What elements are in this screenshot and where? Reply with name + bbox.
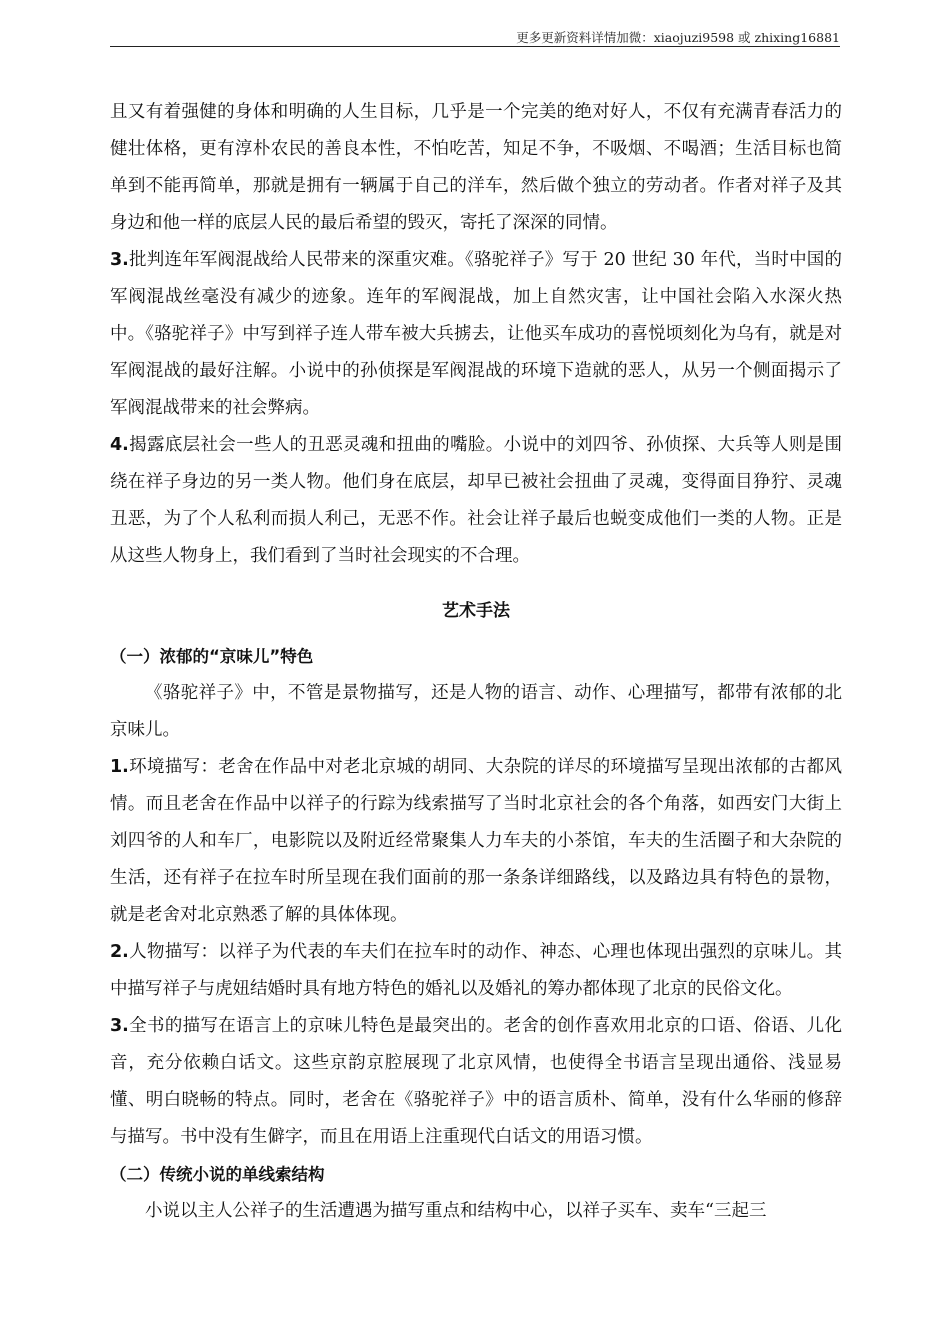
paragraph-text: 全书的描写在语言上的京味儿特色是最突出的。老舍的创作喜欢用北京的口语、俗语、儿化音，充分依赖白话文。这些京韵京腔展现了北京风情，也使得全书语言呈现出通俗、浅显易懂、明白晓畅的特点。同时，老舍在《骆驼祥子》中的语言质朴、简单，没有什么华丽的修辞与描写。书中没有生僻字，而且在用语上注重现代白话文的用语习惯。 bbox=[110, 1016, 842, 1147]
item-number: 2. bbox=[110, 942, 129, 962]
page-header bbox=[110, 26, 840, 47]
item-number: 3. bbox=[110, 1016, 129, 1036]
paragraph-item-1 bbox=[110, 749, 842, 934]
paragraph-item-2 bbox=[110, 934, 842, 1008]
point-number: 4. bbox=[110, 435, 129, 455]
subsection-intro-2: 小说以主人公祥子的生活遭遇为描写重点和结构中心，以祥子买车、卖车“三起三 bbox=[145, 1201, 767, 1221]
subsection-title-1: （一）浓郁的“京味儿”特色 bbox=[110, 647, 314, 666]
subsection-intro-1: 《骆驼祥子》中，不管是景物描写，还是人物的语言、动作、心理描写，都带有浓郁的北京味儿。 bbox=[110, 683, 842, 740]
paragraph-text: 揭露底层社会一些人的丑恶灵魂和扭曲的嘴脸。小说中的刘四爷、孙侦探、大兵等人则是围绕在祥子身边的另一类人物。他们身在底层，却早已被社会扭曲了灵魂，变得面目狰狞、灵魂丑恶，为了个人私利而损人利己，无恶不作。社会让祥子最后也蜕变成他们一类的人物。正是从这些人物身上，我们看到了当时社会现实的不合理。 bbox=[110, 435, 842, 566]
item-number: 1. bbox=[110, 757, 129, 777]
paragraph-text: 环境描写：老舍在作品中对老北京城的胡同、大杂院的详尽的环境描写呈现出浓郁的古都风情。而且老舍在作品中以祥子的行踪为线索描写了当时北京社会的各个角落，如西安门大街上刘四爷的人和车厂，电影院以及附近经常聚集人力车夫的小茶馆，车夫的生活圈子和大杂院的生活，还有祥子在拉车时所呈现在我们面前的那一条条详细路线，以及路边具有特色的景物，就是老舍对北京熟悉了解的具体体现。 bbox=[110, 757, 842, 925]
paragraph-continued bbox=[110, 94, 842, 242]
paragraph-text: 人物描写：以祥子为代表的车夫们在拉车时的动作、神态、心理也体现出强烈的京味儿。其中描写祥子与虎妞结婚时具有地方特色的婚礼以及婚礼的筹办都体现了北京的民俗文化。 bbox=[110, 942, 842, 999]
paragraph-text: 且又有着强健的身体和明确的人生目标，几乎是一个完美的绝对好人，不仅有充满青春活力的健壮体格，更有淳朴农民的善良本性，不怕吃苦，知足不争，不吸烟、不喝酒；生活目标也简单到不能再简单，那就是拥有一辆属于自己的洋车，然后做个独立的劳动者。作者对祥子及其身边和他一样的底层人民的最后希望的毁灭，寄托了深深的同情。 bbox=[110, 102, 842, 233]
document-body bbox=[110, 94, 842, 1230]
paragraph-point-4 bbox=[110, 427, 842, 575]
header-contact-text: 更多更新资料详情加微：xiaojuzi9598 或 zhixing16881 bbox=[516, 30, 840, 45]
point-number: 3. bbox=[110, 250, 129, 270]
paragraph-text: 批判连年军阀混战给人民带来的深重灾难。《骆驼祥子》写于 20 世纪 30 年代，当时中国的军阀混战丝毫没有减少的迹象。连年的军阀混战，加上自然灾害，让中国社会陷入水深火热中。《骆驼祥子》中写到祥子连人带车被大兵掳去，让他买车成功的喜悦顷刻化为乌有，就是对军阀混战的最好注解。小说中的孙侦探是军阀混战的环境下造就的恶人，从另一个侧面揭示了军阀混战带来的社会弊病。 bbox=[110, 250, 842, 418]
paragraph-point-3 bbox=[110, 242, 842, 427]
subsection-title-2: （二）传统小说的单线索结构 bbox=[110, 1165, 325, 1184]
section-title: 艺术手法 bbox=[442, 601, 510, 621]
paragraph-item-3 bbox=[110, 1008, 842, 1156]
